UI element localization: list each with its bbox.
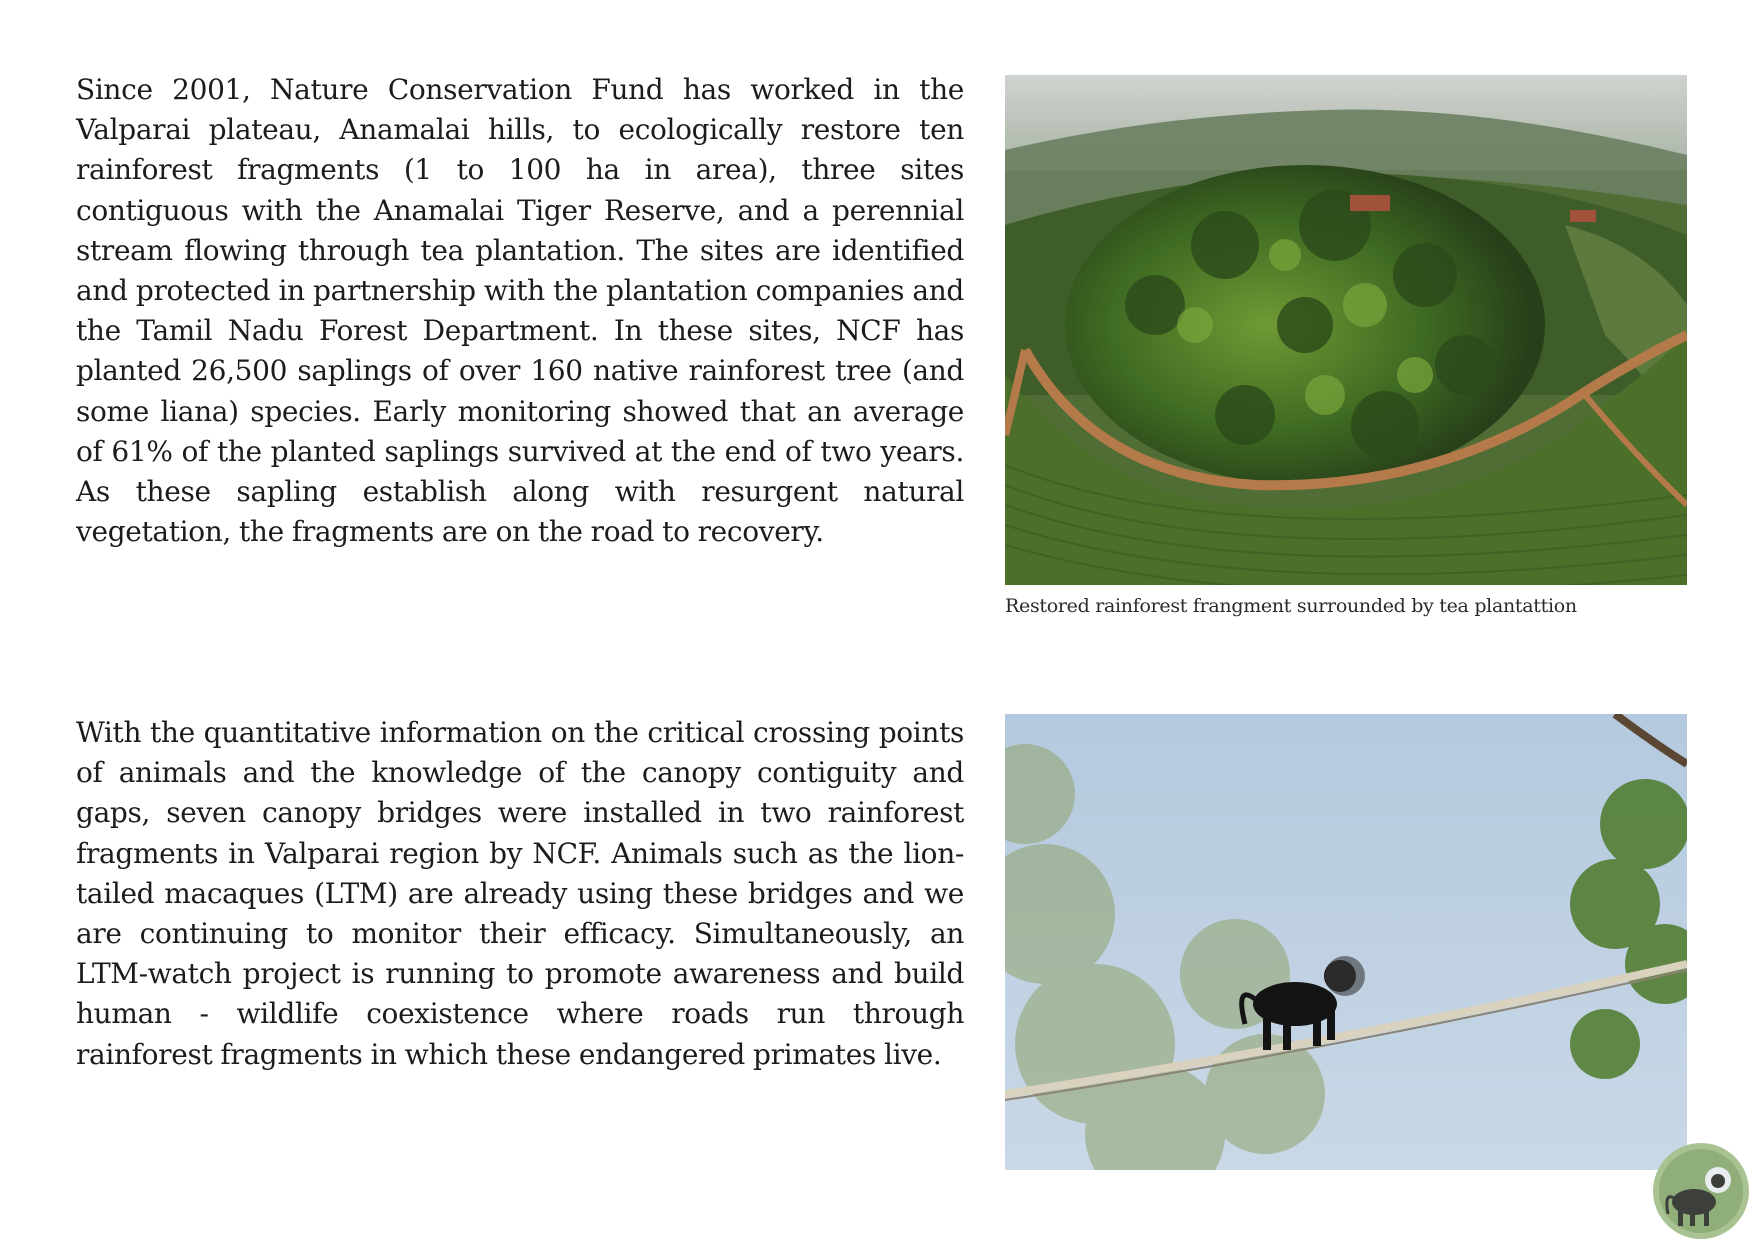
macaque-bridge-illustration [1005, 714, 1687, 1170]
photo-caption: Restored rainforest frangment surrounded by tea plantattion [1005, 595, 1577, 617]
body-paragraph-canopy-bridges: With the quantitative information on the critical crossing points of animals and the knowledge of the canopy contiguity and gaps, seven canopy bridges were installed in two rainforest fragments in Valparai region by NCF. Animals such as the lion-tailed macaques (LTM) are already using these bridges and we are continuing to monitor their efficacy. Simultaneously, an LTM-watch project is running to promote awareness and build human - wildlife coexistence where roads run through rainforest fragments in which these endangered primates live. [76, 716, 964, 1071]
lion-tailed-macaque-logo-icon [1652, 1142, 1750, 1240]
photo-rainforest-fragment [1005, 75, 1687, 585]
body-paragraph-restoration: Since 2001, Nature Conservation Fund has worked in the Valparai plateau, Anamalai hills, to ecologically restore ten rainforest fragments (1 to 100 ha in area), three sites contiguous with the Anamalai Tiger Reserve, and a perennial stream flowing through tea plantation. The sites are identified and protected in partnership with the plantation companies and the Tamil Nadu Forest Department. In these sites, NCF has planted 26,500 saplings of over 160 native rainforest tree (and some liana) species. Early monitoring showed that an average of 61% of the planted saplings survived at the end of two years. As these sapling establish along with resurgent natural vegetation, the fragments are on the road to recovery. [76, 73, 964, 549]
photo-macaque-canopy-bridge [1005, 714, 1687, 1170]
aerial-forest-illustration [1005, 75, 1687, 585]
